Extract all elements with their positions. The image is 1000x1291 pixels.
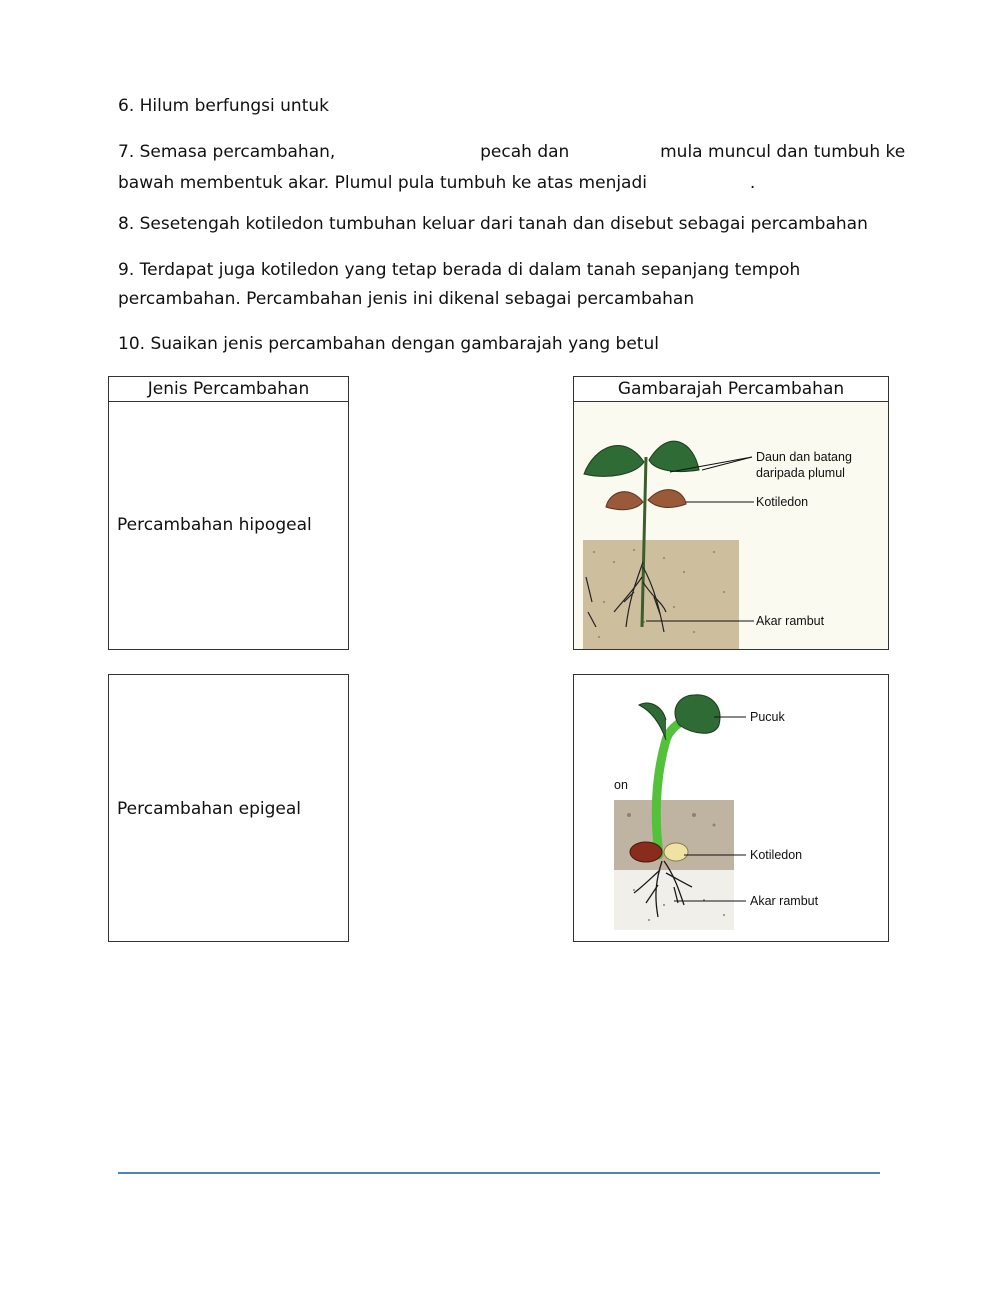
type-hipogeal: Percambahan hipogeal	[117, 515, 312, 535]
label-cropped-fragment: on	[614, 778, 628, 792]
question-9-line-2: percambahan. Percambahan jenis ini dikenal sebagai percambahan	[118, 289, 695, 309]
label-akar-rambut: Akar rambut	[756, 614, 825, 628]
type-box-1[interactable]	[108, 376, 349, 650]
label-pucuk: Pucuk	[750, 710, 785, 724]
question-10: 10. Suaikan jenis percambahan dengan gambarajah yang betul	[118, 334, 659, 354]
label-daun-line-2: daripada plumul	[756, 466, 845, 480]
question-7-line-1	[118, 141, 905, 163]
cotyledon-left	[630, 842, 662, 862]
cotyledon-right	[664, 843, 688, 861]
question-9-line-1: 9. Terdapat juga kotiledon yang tetap berada di dalam tanah sepanjang tempoh	[118, 260, 801, 280]
type-epigeal: Percambahan epigeal	[117, 799, 301, 819]
footer-rule	[118, 1172, 880, 1174]
soil	[583, 540, 739, 649]
diagram-epigeal-seedling	[574, 675, 888, 941]
leaf-small	[639, 703, 666, 740]
question-7-part-d: bawah membentuk akar. Plumul pula tumbuh ke atas menjadi	[118, 173, 647, 193]
label-daun-line-1: Daun dan batang	[756, 450, 852, 464]
left-column-header: Jenis Percambahan	[109, 377, 348, 402]
type-box-2[interactable]	[108, 674, 349, 942]
diagram-hipogeal-seedling	[574, 402, 888, 649]
diagram-box-1[interactable]	[573, 376, 889, 650]
diagram-box-2[interactable]	[573, 674, 889, 942]
label-kotiledon: Kotiledon	[756, 495, 809, 509]
question-7-part-e: .	[749, 173, 756, 193]
question-7-part-a: 7. Semasa percambahan,	[118, 142, 336, 162]
question-7-part-c: mula muncul dan tumbuh ke	[660, 142, 906, 162]
label-kotiledon: Kotiledon	[750, 848, 803, 862]
question-7-line-2	[118, 172, 755, 194]
leaf-large	[675, 695, 720, 733]
label-akar-rambut: Akar rambut	[750, 894, 819, 908]
right-column-header: Gambarajah Percambahan	[574, 377, 888, 402]
question-6: 6. Hilum berfungsi untuk	[118, 96, 329, 116]
question-7-part-b: pecah dan	[480, 142, 570, 162]
question-8: 8. Sesetengah kotiledon tumbuhan keluar dari tanah dan disebut sebagai percambahan	[118, 214, 868, 234]
